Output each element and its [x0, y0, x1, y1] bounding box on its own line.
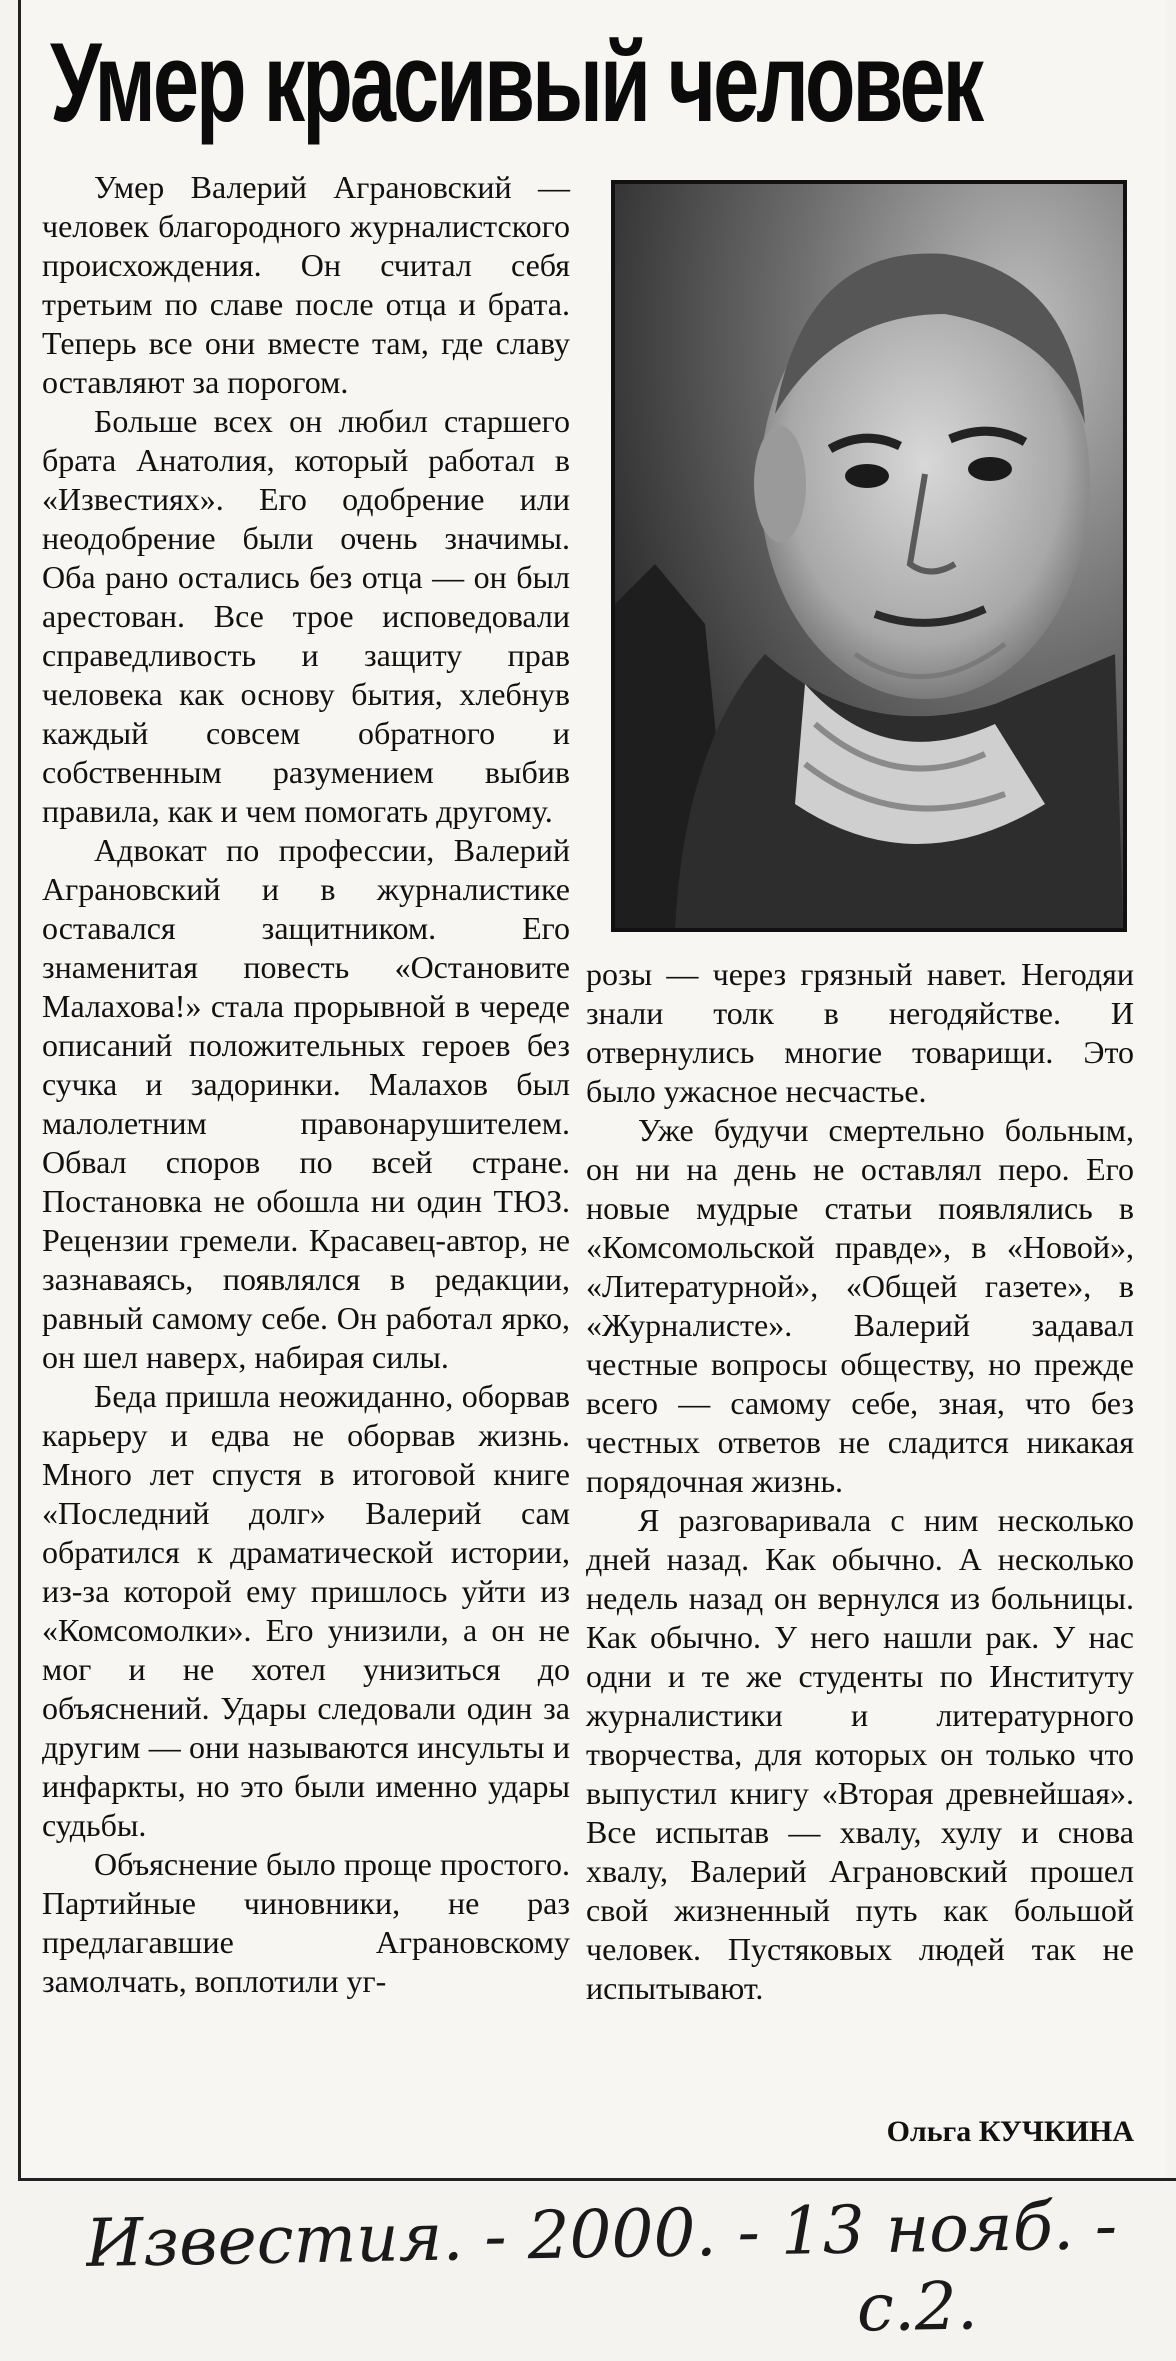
- portrait-image: [615, 184, 1123, 928]
- article-column-1: [42, 168, 570, 2001]
- paragraph: Я разговаривала с ним несколько дней назад. Как обычно. А несколько недель назад он вернулся из больницы. Как обычно. У него нашли рак. У нас одни и те же студенты по Институту журналистики и литературного творчества, для которых он только что выпустил книгу «Вторая древнейшая». Все испытав — хвалу, хулу и снова хвалу, Валерий Аграновский прошел свой жизненный путь как большой человек. Пустяковых людей так не испытывают.: [586, 1502, 1134, 2006]
- portrait-photo: [611, 180, 1127, 932]
- paragraph: Умер Валерий Аграновский — человек благородного журналистского происхождения. Он считал себя третьим по славе после отца и брата. Теперь все они вместе там, где славу оставляют за порогом.: [42, 169, 570, 400]
- article-column-2: [586, 955, 1134, 2008]
- paragraph: Больше всех он любил старшего брата Анатолия, который работал в «Известиях». Его одобрение или неодобрение были очень значимы. Оба рано остались без отца — он был арестован. Все трое исповедовали справедливость и защиту прав человека как основу бытия, хлебнув каждый совсем обратного и собственным разумением выбив правила, как и чем помогать другому.: [42, 403, 570, 829]
- paragraph: Объяснение было проще простого. Партийные чиновники, не раз предлагавшие Аграновскому замолчать, воплотили уг-: [42, 1846, 570, 1999]
- paragraph: Уже будучи смертельно больным, он ни на день не оставлял перо. Его новые мудрые статьи появлялись в «Комсомольской правде», в «Новой», «Литературной», «Общей газете», в «Журналисте». Валерий задавал честные вопросы обществу, но прежде всего — самому себе, зная, что без честных ответов не сладится никакая порядочная жизнь.: [586, 1112, 1134, 1499]
- handwritten-note-image: [86, 2186, 1136, 2356]
- author-signature: Ольга КУЧКИНА: [886, 2115, 1134, 2148]
- paragraph: Адвокат по профессии, Валерий Аграновский и в журналистике оставался защитником. Его знаменитая повесть «Остановите Малахова!» стала прорывной в череде описаний положительных героев без сучка и задоринки. Малахов был малолетним правонарушителем. Обвал споров по всей стране. Постановка не обошла ни один ТЮЗ. Рецензии гремели. Красавец-автор, не зазнаваясь, появлялся в редакции, равный самому себе. Он работал ярко, он шел наверх, набирая силы.: [42, 832, 570, 1375]
- paragraph: розы — через грязный навет. Негодяи знали толк в негодяйстве. И отвернулись многие товарищи. Это было ужасное несчастье.: [586, 956, 1134, 1109]
- handwritten-note-text: Известия. - 2000. - 13 нояб. -с.2.: [86, 2187, 1118, 2347]
- clipping-bottom-edge: [18, 2178, 1176, 2181]
- handwritten-source-note: [86, 2186, 1136, 2356]
- article-headline: Умер красивый человек: [50, 20, 982, 145]
- paragraph: Беда пришла неожиданно, оборвав карьеру и едва не оборвав жизнь. Много лет спустя в итоговой книге «Последний долг» Валерий сам обратился к драматической истории, из-за которой ему пришлось уйти из «Комсомолки». Его унизили, а он не мог и не хотел унизиться до объяснений. Удары следовали один за другим — они называются инсульты и инфаркты, но это были именно удары судьбы.: [42, 1378, 570, 1843]
